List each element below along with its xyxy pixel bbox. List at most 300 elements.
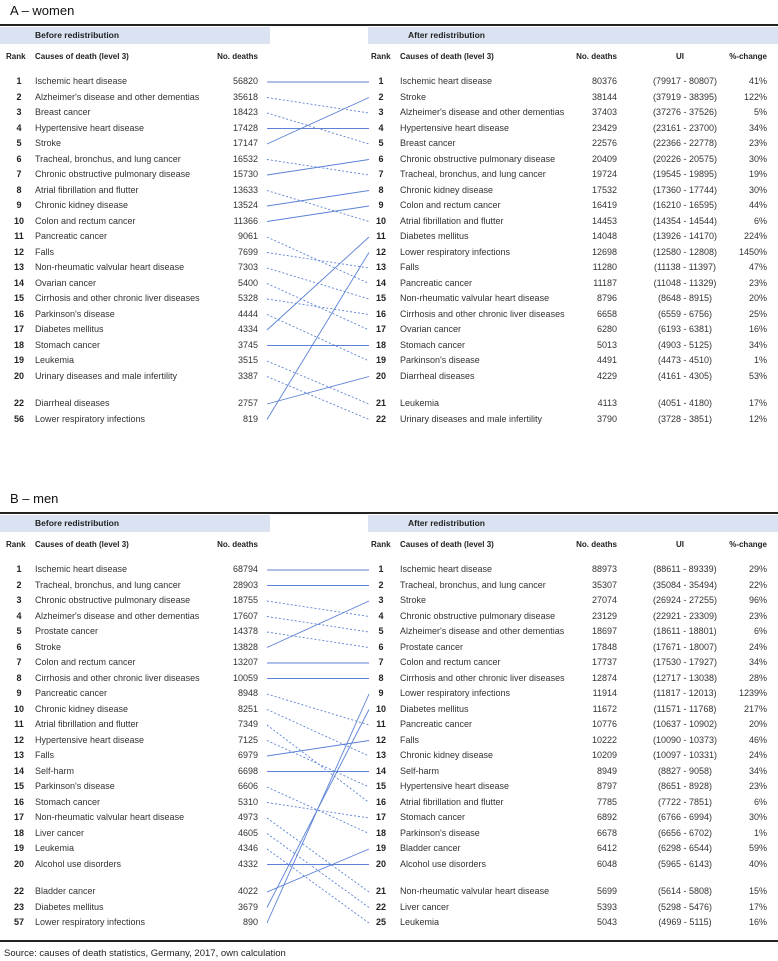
before-cause: Atrial fibrillation and flutter xyxy=(35,184,139,195)
after-header-band xyxy=(368,27,778,44)
after-deaths: 4113 xyxy=(597,398,617,408)
rank-up-link xyxy=(267,849,369,892)
col-deaths: No. deaths xyxy=(576,540,617,549)
rank-down-link xyxy=(267,632,369,648)
after-cause: Cirrhosis and other chronic liver diseases xyxy=(400,672,565,683)
bottom-rule xyxy=(0,940,778,942)
before-deaths: 3387 xyxy=(237,370,258,381)
before-deaths: 56820 xyxy=(232,76,258,86)
before-deaths: 4346 xyxy=(237,843,258,853)
after-cause: Colon and rectum cancer xyxy=(400,657,501,667)
before-cause: Ischemic heart disease xyxy=(35,564,128,574)
after-rank: 3 xyxy=(378,595,384,605)
after-rank: 5 xyxy=(378,626,384,636)
after-change: 53% xyxy=(748,370,767,381)
after-ui: (7722 - 7851) xyxy=(657,796,713,807)
after-cause: Tracheal, bronchus, and lung cancer xyxy=(400,169,546,179)
after-cause: Chronic kidney disease xyxy=(400,184,494,195)
after-rank: 7 xyxy=(378,169,384,179)
after-deaths: 7785 xyxy=(596,796,617,807)
after-rank: 9 xyxy=(378,688,384,698)
after-cause: Bladder cancer xyxy=(400,843,461,853)
after-cause: Hypertensive heart disease xyxy=(400,781,510,791)
after-cause: Chronic kidney disease xyxy=(400,750,494,760)
after-change: 28% xyxy=(748,672,767,683)
before-rank: 22 xyxy=(13,886,24,896)
after-rank: 17 xyxy=(375,324,386,334)
after-change: 30% xyxy=(748,812,767,822)
after-change: 1239% xyxy=(738,688,767,698)
after-deaths: 10222 xyxy=(591,734,617,745)
before-cause: Leukemia xyxy=(35,355,75,365)
after-deaths: 14453 xyxy=(591,215,617,226)
before-cause: Cirrhosis and other chronic liver diseases xyxy=(35,293,200,303)
after-ui: (8648 - 8915) xyxy=(657,293,713,303)
panel-title: A – women xyxy=(10,3,75,18)
after-cause: Tracheal, bronchus, and lung cancer xyxy=(400,579,546,590)
before-deaths: 3679 xyxy=(237,901,258,912)
after-ui: (26924 - 27255) xyxy=(652,595,718,605)
after-change: 17% xyxy=(748,901,767,912)
col-cause: Causes of death (level 3) xyxy=(35,540,129,549)
after-deaths: 23129 xyxy=(591,610,617,621)
after-deaths: 6658 xyxy=(596,308,617,319)
before-rank: 19 xyxy=(13,843,24,853)
after-ui: (22366 - 22778) xyxy=(652,138,718,148)
after-change: 41% xyxy=(748,76,767,86)
before-deaths: 6698 xyxy=(237,765,258,776)
before-deaths: 8251 xyxy=(237,703,258,714)
after-header-band xyxy=(368,515,778,532)
col-rank: Rank xyxy=(371,52,391,61)
before-cause: Pancreatic cancer xyxy=(35,231,108,241)
after-ui: (4161 - 4305) xyxy=(657,370,713,381)
after-cause: Stomach cancer xyxy=(400,339,466,350)
col-deaths: No. deaths xyxy=(217,540,258,549)
after-rank: 15 xyxy=(375,781,386,791)
after-ui: (3728 - 3851) xyxy=(657,413,713,424)
after-deaths: 3790 xyxy=(596,413,617,424)
before-cause: Parkinson's disease xyxy=(35,308,115,319)
after-rank: 6 xyxy=(378,641,384,652)
before-rank: 7 xyxy=(16,169,22,179)
rank-down-link xyxy=(267,315,369,362)
after-deaths: 11187 xyxy=(593,277,617,288)
before-deaths: 18755 xyxy=(232,595,258,605)
before-cause: Prostate cancer xyxy=(35,626,99,636)
after-ui: (5298 - 5476) xyxy=(657,901,713,912)
after-ui: (22921 - 23309) xyxy=(652,610,718,621)
after-rank: 19 xyxy=(375,843,386,853)
before-deaths: 17147 xyxy=(232,138,258,148)
rank-up-link xyxy=(267,237,369,330)
after-change: 96% xyxy=(748,595,767,605)
after-deaths: 14048 xyxy=(591,231,617,241)
after-rank: 22 xyxy=(375,413,386,424)
after-rank: 14 xyxy=(375,277,386,288)
after-rank: 21 xyxy=(375,886,386,896)
after-cause: Parkinson's disease xyxy=(400,827,480,838)
after-cause: Lower respiratory infections xyxy=(400,688,511,698)
after-ui: (12580 - 12808) xyxy=(652,246,718,257)
after-rank: 2 xyxy=(378,91,384,102)
col-rank: Rank xyxy=(6,540,26,549)
top-rule xyxy=(0,24,778,26)
after-rank: 12 xyxy=(375,246,386,257)
before-deaths: 14378 xyxy=(232,626,258,636)
after-ui: (14354 - 14544) xyxy=(652,215,718,226)
before-rank: 3 xyxy=(16,595,22,605)
after-rank: 8 xyxy=(378,672,384,683)
rank-up-link xyxy=(267,694,369,923)
col-ui: UI xyxy=(676,540,684,549)
after-rank: 13 xyxy=(375,750,386,760)
after-change: 17% xyxy=(748,398,767,408)
after-cause: Breast cancer xyxy=(400,138,456,148)
col-cause: Causes of death (level 3) xyxy=(35,52,129,61)
before-cause: Alzheimer's disease and other dementias xyxy=(35,610,200,621)
after-cause: Colon and rectum cancer xyxy=(400,200,501,210)
after-cause: Ischemic heart disease xyxy=(400,564,493,574)
before-rank: 19 xyxy=(13,355,24,365)
after-rank: 17 xyxy=(375,812,386,822)
after-deaths: 22576 xyxy=(591,138,617,148)
after-rank: 21 xyxy=(375,398,386,408)
after-rank: 11 xyxy=(376,231,386,241)
after-change: 34% xyxy=(748,657,767,667)
panel-title: B – men xyxy=(10,491,59,506)
rank-down-link xyxy=(267,237,369,284)
rank-down-link xyxy=(267,601,369,617)
before-deaths: 17428 xyxy=(232,122,258,133)
after-ui: (6766 - 6994) xyxy=(657,812,713,822)
before-rank: 6 xyxy=(16,153,22,164)
after-cause: Hypertensive heart disease xyxy=(400,122,510,133)
after-rank: 2 xyxy=(378,579,384,590)
rank-down-link xyxy=(267,787,369,834)
after-deaths: 12698 xyxy=(591,246,617,257)
before-cause: Tracheal, bronchus, and lung cancer xyxy=(35,579,181,590)
before-rank: 15 xyxy=(13,781,24,791)
after-change: 1% xyxy=(753,355,767,365)
after-rank: 22 xyxy=(375,901,386,912)
before-deaths: 4332 xyxy=(237,858,258,869)
before-deaths: 5328 xyxy=(237,293,258,303)
before-rank: 11 xyxy=(14,231,24,241)
after-change: 122% xyxy=(743,91,767,102)
before-deaths: 7303 xyxy=(237,262,258,272)
before-deaths: 15730 xyxy=(232,169,258,179)
after-cause: Diabetes mellitus xyxy=(400,703,469,714)
after-cause: Atrial fibrillation and flutter xyxy=(400,215,504,226)
after-cause: Ischemic heart disease xyxy=(400,76,493,86)
after-cause: Diarrheal diseases xyxy=(400,370,475,381)
before-deaths: 11366 xyxy=(233,215,258,226)
after-deaths: 8949 xyxy=(596,765,617,776)
after-ui: (4051 - 4180) xyxy=(657,398,713,408)
after-cause: Stomach cancer xyxy=(400,812,466,822)
after-change: 15% xyxy=(748,886,767,896)
col-rank: Rank xyxy=(371,540,391,549)
after-cause: Urinary diseases and male infertility xyxy=(400,413,543,424)
after-deaths: 11914 xyxy=(592,688,617,698)
after-label: After redistribution xyxy=(408,30,485,40)
after-ui: (13926 - 14170) xyxy=(652,231,718,241)
after-change: 46% xyxy=(748,734,767,745)
before-cause: Urinary diseases and male infertility xyxy=(35,370,178,381)
after-change: 224% xyxy=(743,231,767,241)
rank-up-link xyxy=(267,206,369,222)
before-rank: 5 xyxy=(16,626,22,636)
after-deaths: 10209 xyxy=(591,750,617,760)
before-rank: 12 xyxy=(13,246,24,257)
after-deaths: 11280 xyxy=(592,262,617,272)
after-ui: (5965 - 6143) xyxy=(657,858,713,869)
before-header-band xyxy=(0,515,270,532)
before-cause: Non-rheumatic valvular heart disease xyxy=(35,262,185,272)
before-rank: 12 xyxy=(13,734,24,745)
after-ui: (6559 - 6756) xyxy=(657,308,713,319)
before-rank: 1 xyxy=(16,564,22,574)
after-cause: Chronic obstructive pulmonary disease xyxy=(400,610,556,621)
after-ui: (4903 - 5125) xyxy=(657,339,713,350)
after-cause: Pancreatic cancer xyxy=(400,719,473,729)
after-label: After redistribution xyxy=(408,518,485,528)
after-deaths: 23429 xyxy=(591,122,617,133)
rank-up-link xyxy=(267,160,369,176)
before-rank: 16 xyxy=(13,796,24,807)
before-deaths: 18423 xyxy=(232,107,258,117)
after-deaths: 6280 xyxy=(596,324,617,334)
after-deaths: 6048 xyxy=(596,858,617,869)
before-cause: Hypertensive heart disease xyxy=(35,122,145,133)
after-deaths: 4491 xyxy=(596,355,617,365)
before-rank: 10 xyxy=(13,703,24,714)
after-ui: (10090 - 10373) xyxy=(652,734,718,745)
after-change: 1450% xyxy=(738,246,767,257)
after-rank: 20 xyxy=(375,858,386,869)
after-rank: 18 xyxy=(375,827,386,838)
before-rank: 11 xyxy=(14,719,24,729)
after-ui: (79917 - 80807) xyxy=(652,76,718,86)
before-rank: 57 xyxy=(13,917,24,927)
rank-up-link xyxy=(267,191,369,207)
before-cause: Stroke xyxy=(35,138,62,148)
after-cause: Liver cancer xyxy=(400,901,450,912)
before-rank: 9 xyxy=(16,688,22,698)
after-cause: Cirrhosis and other chronic liver diseases xyxy=(400,308,565,319)
before-cause: Colon and rectum cancer xyxy=(35,215,136,226)
after-change: 16% xyxy=(748,324,767,334)
after-ui: (17360 - 17744) xyxy=(652,184,718,195)
before-deaths: 6979 xyxy=(237,750,258,760)
after-ui: (4473 - 4510) xyxy=(657,355,713,365)
after-change: 6% xyxy=(753,796,767,807)
after-deaths: 5013 xyxy=(596,339,617,350)
after-rank: 3 xyxy=(378,107,384,117)
after-deaths: 38144 xyxy=(591,91,617,102)
after-ui: (8827 - 9058) xyxy=(657,765,713,776)
before-cause: Alcohol use disorders xyxy=(35,858,122,869)
after-deaths: 19724 xyxy=(591,169,617,179)
after-rank: 5 xyxy=(378,138,384,148)
after-change: 20% xyxy=(748,293,767,303)
before-rank: 2 xyxy=(16,579,22,590)
after-deaths: 6678 xyxy=(596,827,617,838)
after-ui: (11048 - 11329) xyxy=(653,277,717,288)
after-change: 44% xyxy=(748,200,767,210)
after-rank: 13 xyxy=(375,262,386,272)
after-ui: (20226 - 20575) xyxy=(652,153,718,164)
after-cause: Alzheimer's disease and other dementias xyxy=(400,626,565,636)
before-rank: 13 xyxy=(13,262,24,272)
before-cause: Diabetes mellitus xyxy=(35,324,104,334)
after-cause: Ovarian cancer xyxy=(400,324,462,334)
after-deaths: 17848 xyxy=(591,641,617,652)
before-cause: Parkinson's disease xyxy=(35,781,115,791)
before-deaths: 7125 xyxy=(237,734,258,745)
before-rank: 4 xyxy=(16,122,22,133)
before-cause: Chronic kidney disease xyxy=(35,703,129,714)
before-rank: 2 xyxy=(16,91,22,102)
before-label: Before redistribution xyxy=(35,518,120,528)
after-change: 23% xyxy=(748,277,767,288)
rank-down-link xyxy=(267,284,369,331)
after-cause: Lower respiratory infections xyxy=(400,246,511,257)
before-deaths: 16532 xyxy=(232,153,258,164)
before-rank: 7 xyxy=(16,657,22,667)
before-deaths: 13828 xyxy=(232,641,258,652)
after-change: 34% xyxy=(748,122,767,133)
before-rank: 22 xyxy=(13,398,24,408)
after-deaths: 8797 xyxy=(596,781,617,791)
after-cause: Falls xyxy=(400,262,420,272)
after-cause: Stroke xyxy=(400,595,427,605)
before-rank: 14 xyxy=(13,277,24,288)
after-change: 6% xyxy=(753,215,767,226)
after-cause: Chronic obstructive pulmonary disease xyxy=(400,153,556,164)
col-deaths: No. deaths xyxy=(217,52,258,61)
after-deaths: 12874 xyxy=(591,672,617,683)
before-deaths: 4444 xyxy=(237,308,258,319)
before-deaths: 13207 xyxy=(232,657,258,667)
after-deaths: 5393 xyxy=(596,901,617,912)
before-cause: Chronic kidney disease xyxy=(35,200,129,210)
after-rank: 10 xyxy=(375,703,386,714)
rank-down-link xyxy=(267,377,369,420)
after-ui: (6298 - 6544) xyxy=(657,843,713,853)
after-rank: 4 xyxy=(378,122,384,133)
before-rank: 9 xyxy=(16,200,22,210)
before-label: Before redistribution xyxy=(35,30,120,40)
after-rank: 19 xyxy=(375,355,386,365)
after-change: 29% xyxy=(748,564,767,574)
before-cause: Bladder cancer xyxy=(35,886,96,896)
before-rank: 17 xyxy=(13,812,24,822)
after-cause: Non-rheumatic valvular heart disease xyxy=(400,886,550,896)
after-deaths: 27074 xyxy=(591,595,617,605)
before-deaths: 3745 xyxy=(237,339,258,350)
after-ui: (11138 - 11397) xyxy=(653,262,717,272)
after-ui: (37919 - 38395) xyxy=(652,91,718,102)
after-change: 24% xyxy=(748,750,767,760)
after-rank: 11 xyxy=(376,719,386,729)
before-rank: 20 xyxy=(13,370,24,381)
before-deaths: 4334 xyxy=(237,324,258,334)
before-deaths: 890 xyxy=(242,917,258,927)
before-cause: Falls xyxy=(35,750,55,760)
before-rank: 6 xyxy=(16,641,22,652)
after-ui: (5614 - 5808) xyxy=(657,886,713,896)
before-rank: 18 xyxy=(13,827,24,838)
before-rank: 16 xyxy=(13,308,24,319)
after-ui: (17530 - 17927) xyxy=(652,657,718,667)
col-cause: Causes of death (level 3) xyxy=(400,52,494,61)
after-deaths: 20409 xyxy=(591,153,617,164)
before-deaths: 7699 xyxy=(237,246,258,257)
after-ui: (35084 - 35494) xyxy=(652,579,718,590)
before-deaths: 5400 xyxy=(237,277,258,288)
before-deaths: 4605 xyxy=(237,827,258,838)
after-ui: (12717 - 13038) xyxy=(652,672,718,683)
rank-up-link xyxy=(267,601,369,648)
before-cause: Tracheal, bronchus, and lung cancer xyxy=(35,153,181,164)
before-rank: 15 xyxy=(13,293,24,303)
after-deaths: 37403 xyxy=(591,107,617,117)
after-change: 30% xyxy=(748,184,767,195)
before-rank: 10 xyxy=(13,215,24,226)
before-deaths: 13633 xyxy=(232,184,258,195)
after-change: 217% xyxy=(743,703,767,714)
rank-up-link xyxy=(267,741,369,757)
col-change: %-change xyxy=(729,540,767,549)
after-change: 5% xyxy=(753,107,767,117)
after-change: 19% xyxy=(748,169,767,179)
after-rank: 7 xyxy=(378,657,384,667)
after-cause: Pancreatic cancer xyxy=(400,277,473,288)
col-rank: Rank xyxy=(6,52,26,61)
after-change: 22% xyxy=(748,579,767,590)
rank-up-link xyxy=(267,377,369,405)
after-rank: 16 xyxy=(375,796,386,807)
before-cause: Cirrhosis and other chronic liver diseases xyxy=(35,672,200,683)
after-ui: (6656 - 6702) xyxy=(657,827,713,838)
before-cause: Hypertensive heart disease xyxy=(35,734,145,745)
after-rank: 9 xyxy=(378,200,384,210)
before-rank: 14 xyxy=(13,765,24,776)
before-cause: Leukemia xyxy=(35,843,75,853)
rank-up-link xyxy=(267,253,369,420)
after-ui: (10637 - 10902) xyxy=(652,719,718,729)
before-cause: Atrial fibrillation and flutter xyxy=(35,719,139,729)
after-deaths: 6412 xyxy=(596,843,617,853)
before-deaths: 3515 xyxy=(237,355,258,365)
after-change: 59% xyxy=(748,843,767,853)
before-deaths: 6606 xyxy=(237,781,258,791)
before-cause: Self-harm xyxy=(35,765,75,776)
after-cause: Prostate cancer xyxy=(400,641,464,652)
before-cause: Stomach cancer xyxy=(35,339,101,350)
after-ui: (16210 - 16595) xyxy=(652,200,718,210)
after-deaths: 17532 xyxy=(591,184,617,195)
after-ui: (18611 - 18801) xyxy=(653,626,717,636)
after-change: 6% xyxy=(753,626,767,636)
after-change: 16% xyxy=(748,917,767,927)
before-rank: 23 xyxy=(13,901,24,912)
after-rank: 20 xyxy=(375,370,386,381)
after-cause: Non-rheumatic valvular heart disease xyxy=(400,293,550,303)
before-cause: Chronic obstructive pulmonary disease xyxy=(35,595,191,605)
